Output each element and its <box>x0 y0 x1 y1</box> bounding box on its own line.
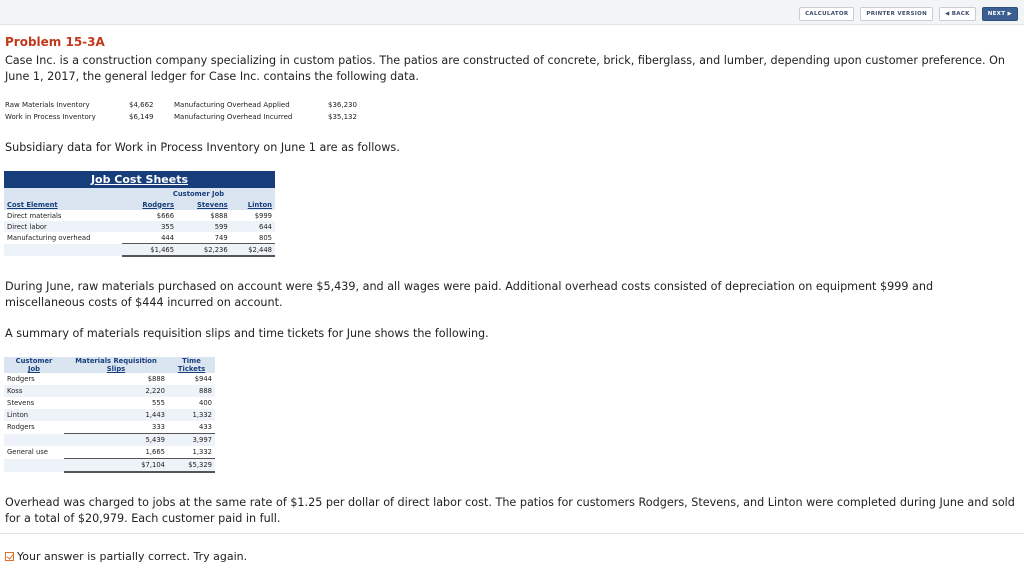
ledger-label: Manufacturing Overhead Incurred <box>174 113 293 121</box>
column-header: Stevens <box>177 199 231 210</box>
ledger-label: Raw Materials Inventory <box>5 101 90 109</box>
total-value: $1,465 <box>122 244 177 257</box>
cell-value: $888 <box>210 211 228 220</box>
cell-value: 2,220 <box>145 387 165 395</box>
summary-intro-text: A summary of materials requisition slips and time tickets for June shows the following. <box>5 327 489 340</box>
ledger-label: Manufacturing Overhead Applied <box>174 101 290 109</box>
subtotal-value: 3,997 <box>168 434 215 447</box>
cell-value: 644 <box>259 222 272 231</box>
job-cost-sheets-table <box>4 171 275 257</box>
cell-value: 355 <box>161 222 175 231</box>
job-cost-title: Job Cost Sheets <box>4 171 275 188</box>
table-row <box>5 111 365 123</box>
total-value: $2,448 <box>231 244 275 257</box>
cell-value: 1,443 <box>145 411 165 419</box>
partial-check-icon <box>5 552 14 561</box>
cell-value: 749 <box>214 233 228 242</box>
cost-element: Direct labor <box>7 222 47 231</box>
column-header: Cost Element <box>4 199 122 210</box>
cell-value: 888 <box>199 387 212 395</box>
cell-value: 555 <box>152 399 165 407</box>
column-header: Time Tickets <box>168 357 215 373</box>
table-row-total <box>4 244 275 257</box>
ledger-value: $35,132 <box>328 113 357 121</box>
cell-value: 444 <box>161 233 175 242</box>
requisition-time-table <box>4 357 215 473</box>
cell-value: 1,332 <box>192 448 212 456</box>
column-header: Materials Requisition Slips <box>64 357 168 373</box>
calculator-button[interactable]: CALCULATOR <box>799 7 854 21</box>
cell-value: 333 <box>152 423 165 431</box>
total-value: $7,104 <box>64 459 168 473</box>
next-button[interactable]: NEXT ▶ <box>982 7 1018 21</box>
customer-cell: Linton <box>7 411 29 419</box>
customer-cell: Rodgers <box>7 423 35 432</box>
ledger-value: $4,662 <box>129 101 154 109</box>
toolbar-buttons <box>799 7 1018 21</box>
cost-element: Manufacturing overhead <box>7 233 91 242</box>
june-purchases-text: During June, raw materials purchased on account were $5,439, and all wages were paid. Additional overhead costs consisted of depreciation on equipment $999 and miscellaneous costs of $444 incurred on account. <box>5 280 934 309</box>
customer-cell: General use <box>7 448 48 457</box>
back-button[interactable]: ◀ BACK <box>939 7 976 21</box>
cell-value: 805 <box>259 233 272 242</box>
customer-job-header: Customer Job <box>122 188 275 199</box>
subtotal-value: 5,439 <box>64 434 168 447</box>
overhead-text: Overhead was charged to jobs at the same rate of $1.25 per dollar of direct labor cost. The patios for customers Rodgers, Stevens, and Linton were completed during June and sold for a total of $20,979. Each customer paid in full. <box>5 496 1015 525</box>
cost-element: Direct materials <box>7 211 62 220</box>
ledger-label: Work in Process Inventory <box>5 113 96 121</box>
general-ledger-table <box>5 99 365 123</box>
subsidiary-text: Subsidiary data for Work in Process Inventory on June 1 are as follows. <box>5 141 400 154</box>
cell-value: 433 <box>199 423 212 431</box>
problem-title: Problem 15-3A <box>5 35 105 49</box>
table-row <box>4 397 215 409</box>
ledger-value: $36,230 <box>328 101 357 109</box>
divider <box>0 533 1024 534</box>
cell-value: 1,665 <box>145 448 165 456</box>
top-toolbar <box>0 0 1024 25</box>
feedback-text: Your answer is partially correct. Try again. <box>17 550 248 563</box>
table-row <box>4 409 215 421</box>
cell-value: $666 <box>156 211 175 220</box>
total-value: $2,236 <box>177 244 231 257</box>
customer-cell: Koss <box>7 387 23 395</box>
cell-value: $999 <box>254 211 272 220</box>
printer-version-button[interactable]: PRINTER VERSION <box>860 7 933 21</box>
cell-value: 400 <box>199 399 212 407</box>
answer-feedback <box>5 550 247 563</box>
cell-value: 599 <box>214 222 228 231</box>
cell-value: 1,332 <box>192 411 212 419</box>
customer-cell: Stevens <box>7 399 35 407</box>
table-row <box>4 221 275 232</box>
table-row <box>5 99 365 111</box>
cell-value: $888 <box>147 375 165 383</box>
total-value: $5,329 <box>168 459 215 473</box>
column-header: Linton <box>231 199 275 210</box>
table-row <box>4 446 215 459</box>
column-header: Rodgers <box>122 199 177 210</box>
table-row <box>4 373 215 385</box>
customer-cell: Rodgers <box>7 375 35 383</box>
problem-intro: Case Inc. is a construction company specializing in custom patios. The patios are constructed of concrete, brick, fiberglass, and lumber, depending upon customer preference. On June 1, 2017, the general ledger for Case Inc. contains the following data. <box>5 54 1006 83</box>
table-row <box>4 385 215 397</box>
table-row-subtotal <box>4 434 215 447</box>
column-header: Customer Job <box>4 357 64 373</box>
table-row-total <box>4 459 215 473</box>
table-row <box>4 232 275 244</box>
ledger-value: $6,149 <box>129 113 154 121</box>
cell-value: $944 <box>194 375 212 383</box>
table-row <box>4 210 275 221</box>
table-row <box>4 421 215 434</box>
